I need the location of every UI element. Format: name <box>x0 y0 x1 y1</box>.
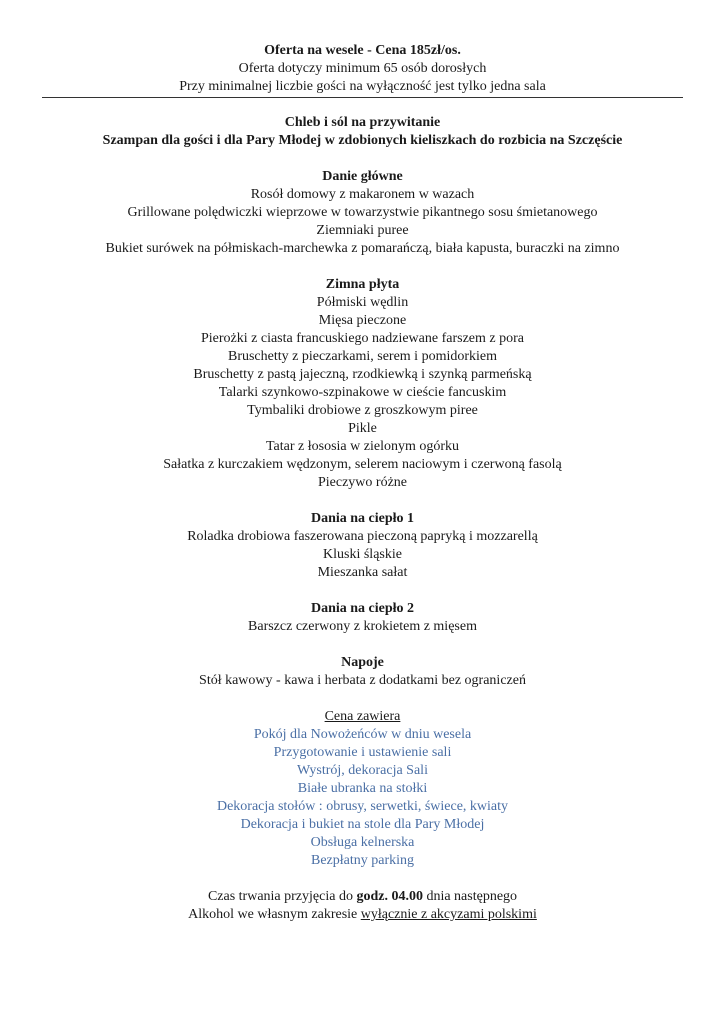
offer-document <box>0 42 725 924</box>
welcome-champagne: Szampan dla gości i dla Pary Młodej w zdobionych kieliszkach do rozbicia na Szczęście <box>102 133 623 148</box>
main-course-item: Grillowane polędwiczki wieprzowe w towarzystwie pikantnego sosu śmietanowego <box>127 205 598 220</box>
cold-plate-heading: Zimna płyta <box>325 277 400 292</box>
alcohol-note: Alkohol we własnym zakresie wyłącznie z akcyzami polskimi <box>188 907 537 922</box>
main-course-item: Rosół domowy z makaronem w wazach <box>250 187 475 202</box>
hot-dish-1-item: Mieszanka sałat <box>317 565 408 580</box>
main-course-heading: Danie główne <box>322 169 403 184</box>
hot-dish-1-item: Roladka drobiowa faszerowana pieczoną papryką i mozzarellą <box>187 529 538 544</box>
price-includes-item: Bezpłatny parking <box>310 853 415 868</box>
cold-plate-item: Tatar z łososia w zielonym ogórku <box>265 439 460 454</box>
price-includes-item: Dekoracja i bukiet na stole dla Pary Młodej <box>240 817 485 832</box>
welcome-bread-salt: Chleb i sól na przywitanie <box>284 115 441 130</box>
price-includes-item: Białe ubranka na stołki <box>297 781 428 796</box>
price-includes-heading: Cena zawiera <box>324 709 401 724</box>
single-room-note: Przy minimalnej liczbie gości na wyłączność jest tylko jedna sala <box>179 79 546 94</box>
cold-plate-item: Pikle <box>348 421 377 436</box>
reception-duration: Czas trwania przyjęcia do godz. 04.00 dnia następnego <box>207 889 518 904</box>
main-course-item: Ziemniaki puree <box>316 223 409 238</box>
end-time: godz. 04.00 <box>356 889 423 904</box>
minimum-guests-note: Oferta dotyczy minimum 65 osób dorosłych <box>238 61 487 76</box>
cold-plate-item: Pieczywo różne <box>317 475 408 490</box>
hot-dish-2-item: Barszcz czerwony z krokietem z mięsem <box>248 619 477 634</box>
price-includes-item: Dekoracja stołów : obrusy, serwetki, świece, kwiaty <box>216 799 509 814</box>
hot-dish-1-heading: Dania na ciepło 1 <box>310 511 415 526</box>
excise-requirement: wyłącznie z akcyzami polskimi <box>360 907 537 922</box>
price-includes-item: Pokój dla Nowożeńców w dniu wesela <box>253 727 472 742</box>
cold-plate-item: Tymbaliki drobiowe z groszkowym piree <box>247 403 478 418</box>
hot-dish-1-item: Kluski śląskie <box>323 547 402 562</box>
main-course-item: Bukiet surówek na półmiskach-marchewka z pomarańczą, biała kapusta, buraczki na zimno <box>105 241 620 256</box>
offer-title: Oferta na wesele - Cena 185zł/os. <box>264 43 461 58</box>
price-includes-item: Obsługa kelnerska <box>310 835 415 850</box>
hot-dish-2-heading: Dania na ciepło 2 <box>310 601 415 616</box>
cold-plate-item: Talarki szynkowo-szpinakowe w cieście fancuskim <box>218 385 507 400</box>
cold-plate-item: Sałatka z kurczakiem wędzonym, selerem naciowym i czerwoną fasolą <box>163 457 562 472</box>
price-includes-item: Wystrój, dekoracja Sali <box>297 763 428 778</box>
drinks-heading: Napoje <box>341 655 384 670</box>
cold-plate-item: Mięsa pieczone <box>318 313 407 328</box>
cold-plate-item: Półmiski wędlin <box>316 295 409 310</box>
cold-plate-item: Pierożki z ciasta francuskiego nadziewane farszem z pora <box>200 331 524 346</box>
cold-plate-item: Bruschetty z pieczarkami, serem i pomidorkiem <box>227 349 498 364</box>
price-includes-item: Przygotowanie i ustawienie sali <box>273 745 452 760</box>
drinks-item: Stół kawowy - kawa i herbata z dodatkami bez ograniczeń <box>199 673 526 688</box>
cold-plate-item: Bruschetty z pastą jajeczną, rzodkiewką i szynką parmeńską <box>193 367 532 382</box>
